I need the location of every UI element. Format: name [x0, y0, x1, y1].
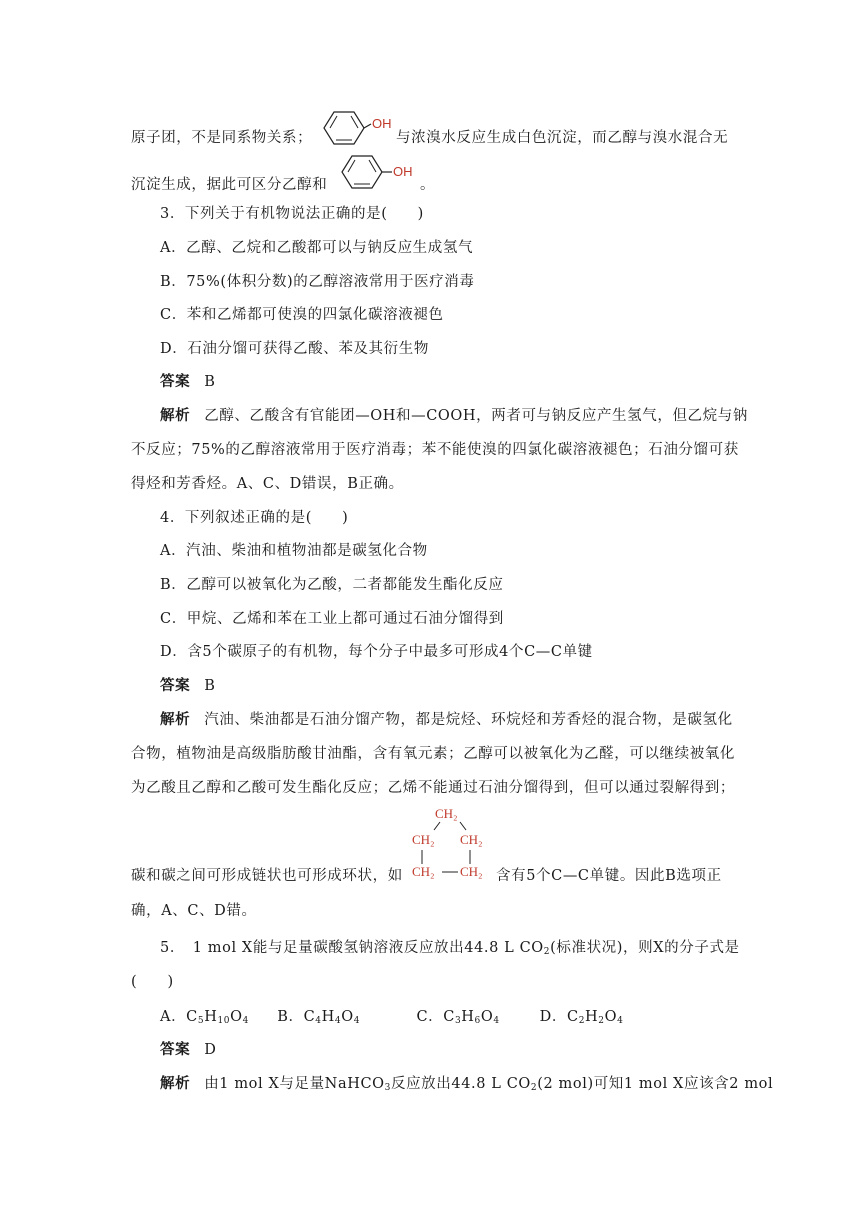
analysis-text: 乙醇、乙酸含有官能团—OH和—COOH，两者可与钠反应产生氢气，但乙烷与钠: [204, 408, 748, 424]
q3-option-b: B．75%(体积分数)的乙醇溶液常用于医疗消毒: [160, 274, 475, 290]
intro-line-2b: [420, 175, 435, 195]
cyclopentane-structure: [408, 806, 498, 886]
q3-answer: [160, 372, 215, 392]
oh-label-2: OH: [393, 164, 413, 179]
q3-option-c: C．苯和乙烯都可使溴的四氯化碳溶液褪色: [160, 307, 444, 323]
q4-analysis-line-3: 为乙酸且乙醇和乙酸可发生酯化反应；乙烯不能通过石油分馏得到，但可以通过裂解得到；: [131, 780, 735, 796]
ring-bonds: [408, 806, 498, 886]
analysis-text-c: (2 mol)可知1 mol X应该含2 mol: [537, 1076, 774, 1092]
q3-option-d: D．石油分馏可获得乙酸、苯及其衍生物: [160, 341, 429, 357]
q4-answer: [160, 676, 215, 696]
phenol-structure-2: [334, 152, 418, 192]
analysis-label: 解析: [160, 407, 191, 424]
q3-option-a: A．乙醇、乙烷和乙酸都可以与钠反应生成氢气: [160, 240, 474, 256]
analysis-label: 解析: [160, 1075, 191, 1092]
intro-line-1: [131, 128, 312, 148]
q5-option-d: D．$C_2H_2O_4$: [539, 1009, 624, 1026]
answer-label: 答案: [160, 1041, 191, 1058]
q5-answer: [160, 1040, 216, 1060]
q4-analysis-line-2: 合物，植物油是高级脂肪酸甘油酯，含有氧元素；乙醇可以被氧化为乙醛，可以继续被氧化: [131, 746, 735, 762]
ch2-left: CH₂: [412, 832, 435, 847]
q4-analysis-line-1: [160, 710, 733, 730]
q5-option-b: B．$C_4H_4O_4$: [277, 1009, 361, 1026]
intro-text-c: 沉淀生成，据此可区分乙醇和: [131, 177, 328, 193]
intro-text-a: 原子团，不是同系物关系；: [131, 130, 313, 146]
q5-stem-text: 5． 1 mol X能与足量碳酸氢钠溶液反应放出44.8 L CO: [160, 940, 544, 956]
q4-option-a: A．汽油、柴油和植物油都是碳氢化合物: [160, 543, 428, 559]
q3-analysis-line-2: 不反应；75%的乙醇溶液常用于医疗消毒；苯不能使溴的四氯化碳溶液褪色；石油分馏可获: [131, 442, 739, 458]
q4-option-c: C．甲烷、乙烯和苯在工业上都可通过石油分馏得到: [160, 611, 504, 627]
ch2-top: CH₂: [435, 806, 458, 821]
answer-label: 答案: [160, 677, 191, 694]
answer-label: 答案: [160, 373, 191, 390]
intro-line-2: [131, 175, 327, 195]
q5-stem-tail: (标准状况)，则X的分子式是: [550, 940, 740, 956]
subscript: 2: [543, 947, 551, 957]
analysis-text-a: 由1 mol X与足量NaHCO: [204, 1076, 385, 1092]
q5-analysis-line-1: 解析 由1 mol X与足量NaHCO$_3$反应放出44.8 L $CO_2(2$ mol)可知1 mol X应该含2 mol: [160, 1075, 774, 1093]
q4-option-b: B．乙醇可以被氧化为乙酸，二者都能发生酯化反应: [160, 577, 504, 593]
q4-stem: 4．下列叙述正确的是( ): [160, 510, 349, 526]
intro-text-b: 与浓溴水反应生成白色沉淀，而乙醇与溴水混合无: [396, 130, 729, 146]
intro-line-1b: [396, 128, 728, 148]
q3-analysis-line-1: [160, 406, 748, 426]
analysis-text-b: 反应放出44.8 L CO: [390, 1076, 531, 1092]
q4-option-d: D．含5个碳原子的有机物，每个分子中最多可形成4个C—C单键: [160, 644, 593, 660]
ch2-right: CH₂: [460, 832, 483, 847]
q4-analysis-line-4b: 含有5个C—C单键。因此B选项正: [496, 868, 722, 884]
intro-text-d: 。: [420, 177, 436, 193]
q3-analysis-line-3: 得烃和芳香烃。A、C、D错误，B正确。: [131, 476, 404, 492]
q5-option-a: A．$C_5H_{10}O_4$: [160, 1009, 249, 1026]
ch2-bottom-left: CH₂: [412, 864, 435, 879]
q5-option-c: C．$C_3H_6O_4$: [416, 1009, 500, 1026]
analysis-text: 汽油、柴油都是石油分馏产物，都是烷烃、环烷烃和芳香烃的混合物，是碳氢化: [204, 712, 733, 728]
answer-value: B: [204, 678, 216, 694]
q5-options: [160, 1007, 623, 1031]
q4-analysis-line-5: 确，A、C、D错。: [131, 903, 257, 919]
q5-stem: [160, 938, 740, 962]
q5-stem-paren: ( ): [131, 974, 174, 990]
ch2-bottom-right: CH₂: [460, 864, 483, 879]
phenol-structure-1: [316, 108, 396, 148]
analysis-label: 解析: [160, 711, 191, 728]
answer-value: D: [204, 1042, 217, 1058]
q3-stem: 3．下列关于有机物说法正确的是( ): [160, 206, 424, 222]
answer-value: B: [204, 374, 216, 390]
q4-analysis-line-4a: 碳和碳之间可形成链状也可形成环状，如: [131, 868, 403, 884]
oh-label-1: OH: [372, 116, 392, 131]
